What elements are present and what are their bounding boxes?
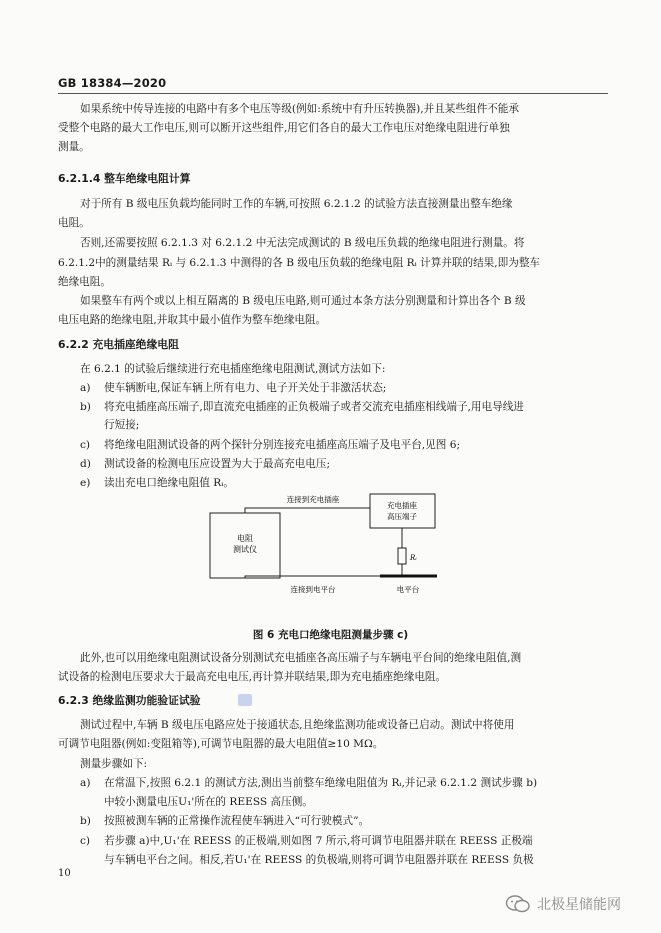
list-marker: a) bbox=[80, 382, 91, 394]
section-heading-623: 6.2.3 绝缘监测功能验证试验 bbox=[58, 694, 201, 707]
paragraph-line: 6.2.1.2中的测量结果 Rᵢ 与 6.2.1.3 中测得的各 B 级电压负载的绝缘电阻 Rᵢ 计算并联的结果,即为整车 bbox=[58, 257, 541, 269]
label-to-socket: 连接到充电插座 bbox=[286, 495, 340, 504]
paragraph-line: 试设备的检测电压要求大于最高充电电压,再计算并联结果,即为充电插座绝缘电阻。 bbox=[58, 671, 447, 683]
paragraph-line: 绝缘电阻。 bbox=[58, 276, 111, 288]
paragraph-line: 电压电路的绝缘电阻,并取其中最小值作为整车绝缘电阻。 bbox=[58, 314, 327, 326]
page-number: 10 bbox=[58, 868, 71, 879]
list-item: 读出充电口绝缘电阻值 Rᵢ。 bbox=[104, 477, 235, 489]
paragraph-line: 对于所有 B 级电压负载均能同时工作的车辆,可按照 6.2.1.2 的试验方法直接测量出整车绝缘 bbox=[80, 198, 513, 210]
paragraph-line: 测试过程中,车辆 B 级电压电路应处于接通状态,且绝缘监测功能或设备已启动。测试中将使用 bbox=[80, 719, 515, 731]
paragraph-line: 测量。 bbox=[58, 141, 90, 153]
list-marker: a) bbox=[80, 777, 91, 789]
section-heading-6214: 6.2.1.4 整车绝缘电阻计算 bbox=[58, 172, 191, 185]
section-heading-622: 6.2.2 充电插座绝缘电阻 bbox=[58, 338, 179, 351]
list-marker: e) bbox=[80, 477, 91, 489]
resistor-label: Rᵢ bbox=[410, 554, 417, 562]
resistor-ri bbox=[398, 548, 406, 564]
wire-to-socket bbox=[245, 508, 370, 513]
tester-label-2: 测试仪 bbox=[233, 545, 257, 554]
header-rule bbox=[58, 93, 608, 94]
tester-label-1: 电阻 bbox=[237, 534, 253, 543]
list-item: 按照被测车辆的正常操作流程使车辆进入“可行驶模式”。 bbox=[104, 815, 370, 827]
list-marker: b) bbox=[80, 401, 91, 413]
wechat-icon bbox=[505, 894, 531, 914]
list-item: 行短接; bbox=[104, 419, 140, 431]
label-to-platform: 连接到电平台 bbox=[290, 585, 336, 594]
list-marker: c) bbox=[80, 835, 91, 847]
figure-caption: 图 6 充电口绝缘电阻测量步骤 c) bbox=[252, 629, 409, 641]
paragraph-line: 如果整车有两个或以上相互隔离的 B 级电压电路,则可通过本条方法分别测量和计算出各个 B 级 bbox=[80, 295, 526, 307]
list-marker: d) bbox=[80, 458, 91, 470]
watermark bbox=[505, 894, 621, 914]
list-item: 将充电插座高压端子,即直流充电插座的正负极端子或者交流充电插座相线端子,用电导线进 bbox=[104, 401, 524, 413]
label-platform: 电平台 bbox=[396, 585, 420, 594]
socket-label-1: 充电插座 bbox=[387, 501, 417, 510]
paragraph-line: 测量步骤如下: bbox=[80, 758, 148, 770]
list-item: 若步骤 a)中,U₁'在 REESS 的正极端,则如图 7 所示,将可调节电阻器并联在 REESS 正极端 bbox=[104, 835, 533, 847]
list-item: 与车辆电平台之间。相反,若U₁'在 REESS 的负极端,则将可调节电阻器并联在 REESS 负极 bbox=[104, 854, 534, 866]
list-item: 将绝缘电阻测试设备的两个探针分别连接充电插座高压端子及电平台,见图 6; bbox=[104, 439, 461, 451]
list-item: 在常温下,按照 6.2.1 的测试方法,测出当前整车绝缘电阻值为 Rᵢ,并记录 6.2.1.2 测试步骤 b) bbox=[104, 777, 538, 789]
paragraph-line: 否则,还需要按照 6.2.1.3 对 6.2.1.2 中无法完成测试的 B 级电压负载的绝缘电阻进行测量。将 bbox=[80, 237, 525, 249]
paragraph-line: 可调节电阻器(例如:变阻箱等),可调节电阻器的最大电阻值≥10 MΩ。 bbox=[58, 738, 384, 750]
paragraph-line: 电阻。 bbox=[58, 217, 90, 229]
list-item: 测试设备的检测电压应设置为大于最高充电电压; bbox=[104, 458, 331, 470]
list-item: 使车辆断电,保证车辆上所有电力、电子开关处于非激活状态; bbox=[104, 382, 387, 394]
socket-terminal-box bbox=[370, 494, 435, 528]
figure-6-diagram bbox=[205, 488, 455, 603]
list-marker: c) bbox=[80, 439, 91, 451]
selection-marker bbox=[238, 694, 252, 706]
watermark-text: 北极星储能网 bbox=[537, 897, 621, 913]
list-item: 中较小测量电压U₁'所在的 REESS 高压侧。 bbox=[104, 796, 313, 808]
paragraph-line: 受整个电路的最大工作电压,则可以断开这些组件,用它们各自的最大工作电压对绝缘电阻进行单独 bbox=[58, 122, 510, 134]
standard-code: GB 18384—2020 bbox=[58, 76, 167, 90]
list-marker: b) bbox=[80, 815, 91, 827]
paragraph-line: 此外,也可以用绝缘电阻测试设备分别测试充电插座各高压端子与车辆电平台间的绝缘电阻值,测 bbox=[80, 652, 522, 664]
paragraph-line: 在 6.2.1 的试验后继续进行充电插座绝缘电阻测试,测试方法如下: bbox=[80, 363, 386, 375]
socket-label-2: 高压端子 bbox=[387, 512, 417, 521]
paragraph-line: 如果系统中传导连接的电路中有多个电压等级(例如:系统中有升压转换器),并且某些组件不能承 bbox=[80, 103, 519, 115]
